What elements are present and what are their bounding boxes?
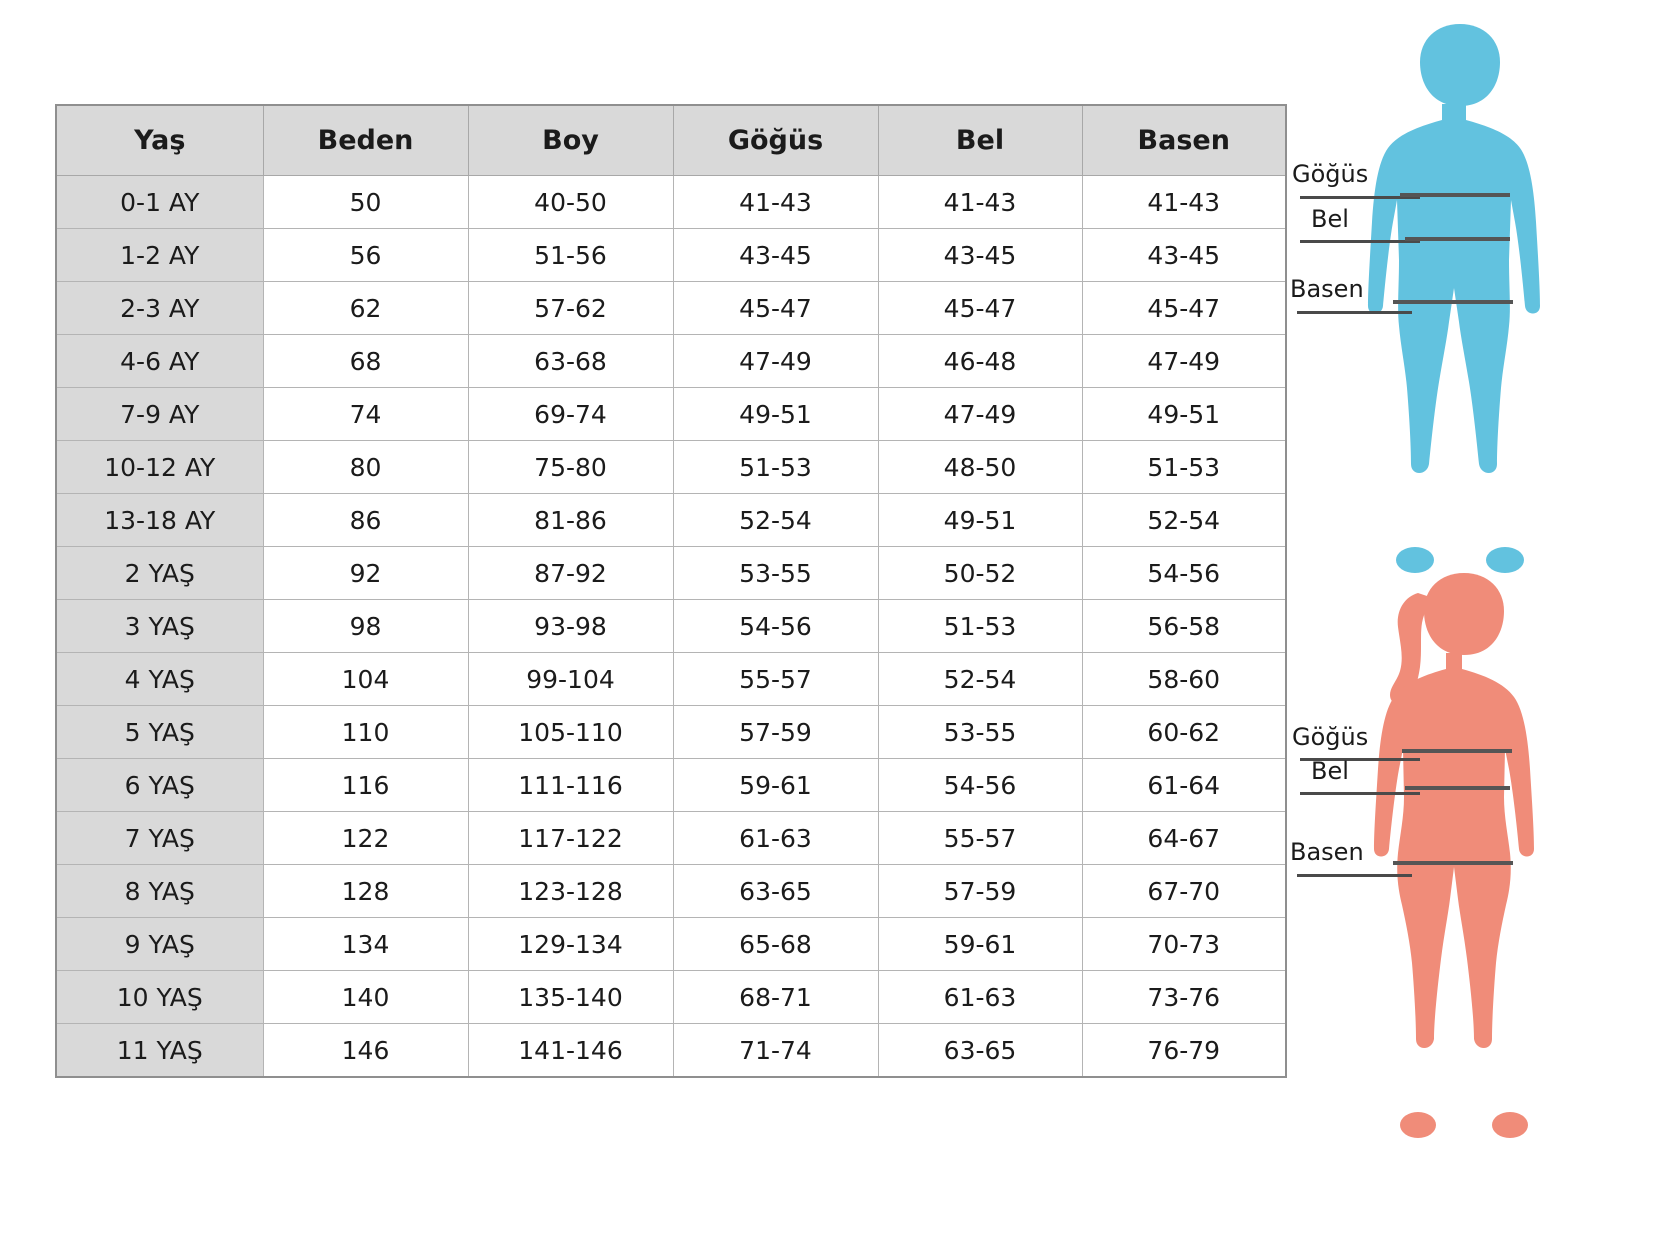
cell-waist: 55-57	[878, 812, 1082, 865]
cell-size: 146	[263, 1024, 468, 1078]
boy-chest-measure-line	[1400, 193, 1510, 197]
table-header	[56, 105, 1286, 176]
cell-size: 110	[263, 706, 468, 759]
table-row	[56, 759, 1286, 812]
cell-size: 50	[263, 176, 468, 229]
cell-age: 3 YAŞ	[56, 600, 263, 653]
girl-chest-measure-line	[1402, 749, 1512, 753]
cell-chest: 61-63	[673, 812, 878, 865]
cell-waist: 46-48	[878, 335, 1082, 388]
cell-hips: 70-73	[1082, 918, 1286, 971]
table-row	[56, 441, 1286, 494]
cell-hips: 43-45	[1082, 229, 1286, 282]
cell-chest: 57-59	[673, 706, 878, 759]
boy-chest-label: Göğüs	[1292, 160, 1369, 188]
cell-age: 0-1 AY	[56, 176, 263, 229]
cell-chest: 68-71	[673, 971, 878, 1024]
cell-age: 4-6 AY	[56, 335, 263, 388]
cell-waist: 54-56	[878, 759, 1082, 812]
cell-chest: 65-68	[673, 918, 878, 971]
cell-waist: 50-52	[878, 547, 1082, 600]
cell-hips: 41-43	[1082, 176, 1286, 229]
column-header-chest: Göğüs	[673, 105, 878, 176]
girl-hips-measure-line	[1393, 861, 1513, 865]
table-row	[56, 388, 1286, 441]
cell-size: 86	[263, 494, 468, 547]
cell-chest: 54-56	[673, 600, 878, 653]
cell-height: 111-116	[468, 759, 673, 812]
cell-size: 56	[263, 229, 468, 282]
cell-age: 7 YAŞ	[56, 812, 263, 865]
size-table-container	[55, 104, 1285, 1078]
cell-chest: 63-65	[673, 865, 878, 918]
boy-body-silhouette	[1330, 18, 1590, 578]
table-row	[56, 1024, 1286, 1078]
column-header-age: Yaş	[56, 105, 263, 176]
table-row	[56, 653, 1286, 706]
boy-hips-label: Basen	[1290, 275, 1364, 303]
cell-size: 68	[263, 335, 468, 388]
cell-chest: 41-43	[673, 176, 878, 229]
cell-chest: 59-61	[673, 759, 878, 812]
cell-size: 74	[263, 388, 468, 441]
cell-height: 81-86	[468, 494, 673, 547]
cell-size: 116	[263, 759, 468, 812]
cell-height: 129-134	[468, 918, 673, 971]
table-row	[56, 865, 1286, 918]
girl-waist-leader-line	[1300, 792, 1420, 795]
table-row	[56, 547, 1286, 600]
cell-height: 75-80	[468, 441, 673, 494]
table-row	[56, 176, 1286, 229]
cell-chest: 55-57	[673, 653, 878, 706]
cell-chest: 49-51	[673, 388, 878, 441]
cell-hips: 49-51	[1082, 388, 1286, 441]
table-row	[56, 494, 1286, 547]
table-row	[56, 812, 1286, 865]
cell-waist: 63-65	[878, 1024, 1082, 1078]
cell-age: 2-3 AY	[56, 282, 263, 335]
boy-waist-leader-line	[1300, 240, 1420, 243]
cell-waist: 61-63	[878, 971, 1082, 1024]
cell-age: 10-12 AY	[56, 441, 263, 494]
cell-hips: 56-58	[1082, 600, 1286, 653]
cell-hips: 45-47	[1082, 282, 1286, 335]
cell-height: 99-104	[468, 653, 673, 706]
cell-height: 135-140	[468, 971, 673, 1024]
cell-height: 117-122	[468, 812, 673, 865]
cell-hips: 60-62	[1082, 706, 1286, 759]
cell-height: 69-74	[468, 388, 673, 441]
cell-hips: 76-79	[1082, 1024, 1286, 1078]
cell-chest: 51-53	[673, 441, 878, 494]
cell-height: 57-62	[468, 282, 673, 335]
size-table	[55, 104, 1287, 1078]
cell-waist: 49-51	[878, 494, 1082, 547]
cell-age: 7-9 AY	[56, 388, 263, 441]
cell-hips: 73-76	[1082, 971, 1286, 1024]
table-row	[56, 971, 1286, 1024]
cell-hips: 58-60	[1082, 653, 1286, 706]
girl-figure	[1330, 565, 1590, 1149]
cell-age: 11 YAŞ	[56, 1024, 263, 1078]
cell-age: 8 YAŞ	[56, 865, 263, 918]
cell-hips: 64-67	[1082, 812, 1286, 865]
table-row	[56, 600, 1286, 653]
table-body	[56, 176, 1286, 1078]
cell-chest: 47-49	[673, 335, 878, 388]
cell-size: 92	[263, 547, 468, 600]
cell-chest: 43-45	[673, 229, 878, 282]
column-header-waist: Bel	[878, 105, 1082, 176]
cell-height: 141-146	[468, 1024, 673, 1078]
column-header-height: Boy	[468, 105, 673, 176]
cell-hips: 47-49	[1082, 335, 1286, 388]
cell-height: 105-110	[468, 706, 673, 759]
cell-chest: 52-54	[673, 494, 878, 547]
cell-size: 140	[263, 971, 468, 1024]
cell-age: 2 YAŞ	[56, 547, 263, 600]
girl-hips-label: Basen	[1290, 838, 1364, 866]
cell-age: 5 YAŞ	[56, 706, 263, 759]
cell-waist: 41-43	[878, 176, 1082, 229]
cell-age: 6 YAŞ	[56, 759, 263, 812]
girl-hips-leader-line	[1297, 874, 1412, 877]
boy-hips-measure-line	[1393, 300, 1513, 304]
cell-size: 134	[263, 918, 468, 971]
cell-height: 51-56	[468, 229, 673, 282]
cell-waist: 47-49	[878, 388, 1082, 441]
cell-size: 122	[263, 812, 468, 865]
girl-chest-label: Göğüs	[1292, 723, 1369, 751]
table-row	[56, 706, 1286, 759]
cell-height: 93-98	[468, 600, 673, 653]
cell-hips: 52-54	[1082, 494, 1286, 547]
cell-size: 98	[263, 600, 468, 653]
cell-height: 63-68	[468, 335, 673, 388]
cell-waist: 57-59	[878, 865, 1082, 918]
girl-waist-measure-line	[1405, 786, 1510, 790]
cell-hips: 54-56	[1082, 547, 1286, 600]
table-row	[56, 229, 1286, 282]
column-header-size: Beden	[263, 105, 468, 176]
cell-chest: 45-47	[673, 282, 878, 335]
cell-waist: 52-54	[878, 653, 1082, 706]
table-row	[56, 335, 1286, 388]
girl-body-silhouette	[1330, 565, 1590, 1145]
cell-waist: 48-50	[878, 441, 1082, 494]
cell-age: 4 YAŞ	[56, 653, 263, 706]
table-row	[56, 282, 1286, 335]
girl-waist-label: Bel	[1311, 757, 1349, 785]
cell-hips: 61-64	[1082, 759, 1286, 812]
cell-waist: 45-47	[878, 282, 1082, 335]
cell-age: 10 YAŞ	[56, 971, 263, 1024]
cell-age: 9 YAŞ	[56, 918, 263, 971]
boy-waist-measure-line	[1405, 237, 1510, 241]
cell-chest: 53-55	[673, 547, 878, 600]
cell-hips: 67-70	[1082, 865, 1286, 918]
boy-waist-label: Bel	[1311, 205, 1349, 233]
table-header-row	[56, 105, 1286, 176]
cell-height: 87-92	[468, 547, 673, 600]
cell-waist: 51-53	[878, 600, 1082, 653]
cell-size: 104	[263, 653, 468, 706]
cell-height: 40-50	[468, 176, 673, 229]
cell-chest: 71-74	[673, 1024, 878, 1078]
cell-age: 1-2 AY	[56, 229, 263, 282]
cell-waist: 53-55	[878, 706, 1082, 759]
column-header-hips: Basen	[1082, 105, 1286, 176]
cell-age: 13-18 AY	[56, 494, 263, 547]
boy-hips-leader-line	[1297, 311, 1412, 314]
table-row	[56, 918, 1286, 971]
cell-size: 62	[263, 282, 468, 335]
cell-hips: 51-53	[1082, 441, 1286, 494]
cell-waist: 59-61	[878, 918, 1082, 971]
cell-height: 123-128	[468, 865, 673, 918]
cell-size: 80	[263, 441, 468, 494]
cell-size: 128	[263, 865, 468, 918]
cell-waist: 43-45	[878, 229, 1082, 282]
